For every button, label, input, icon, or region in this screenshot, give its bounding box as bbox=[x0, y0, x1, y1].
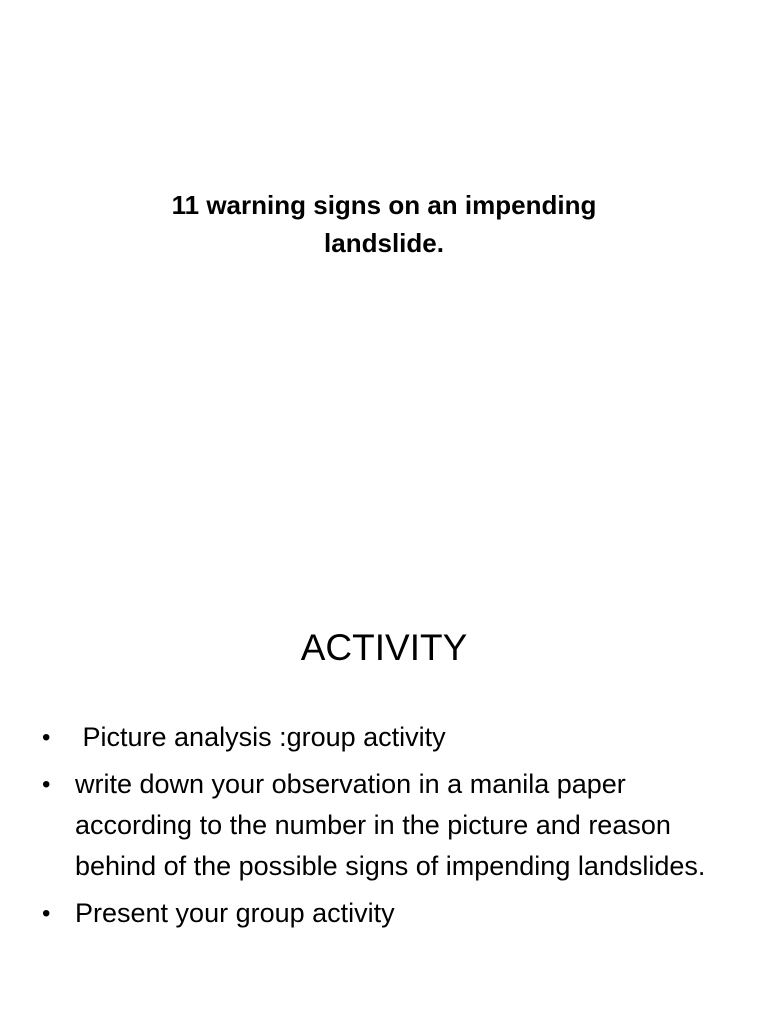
bullet-text: Picture analysis :group activity bbox=[75, 722, 446, 752]
bullet-item bbox=[42, 717, 732, 758]
bullet-icon: • bbox=[42, 900, 51, 927]
bullet-icon: • bbox=[42, 771, 51, 798]
bullet-text: write down your observation in a manila paper according to the number in the picture and reason behind of the possible signs of impending landslides. bbox=[75, 769, 706, 881]
slide-2-title: ACTIVITY bbox=[300, 627, 468, 668]
slide-1-title: 11 warning signs on an impending landslide. bbox=[171, 190, 597, 258]
bullet-item bbox=[42, 764, 732, 887]
bullet-item bbox=[42, 893, 732, 934]
slide-2 bbox=[0, 512, 768, 1024]
bullet-icon: • bbox=[42, 724, 51, 751]
bullet-text: Present your group activity bbox=[75, 898, 395, 928]
bullet-list bbox=[42, 717, 732, 940]
